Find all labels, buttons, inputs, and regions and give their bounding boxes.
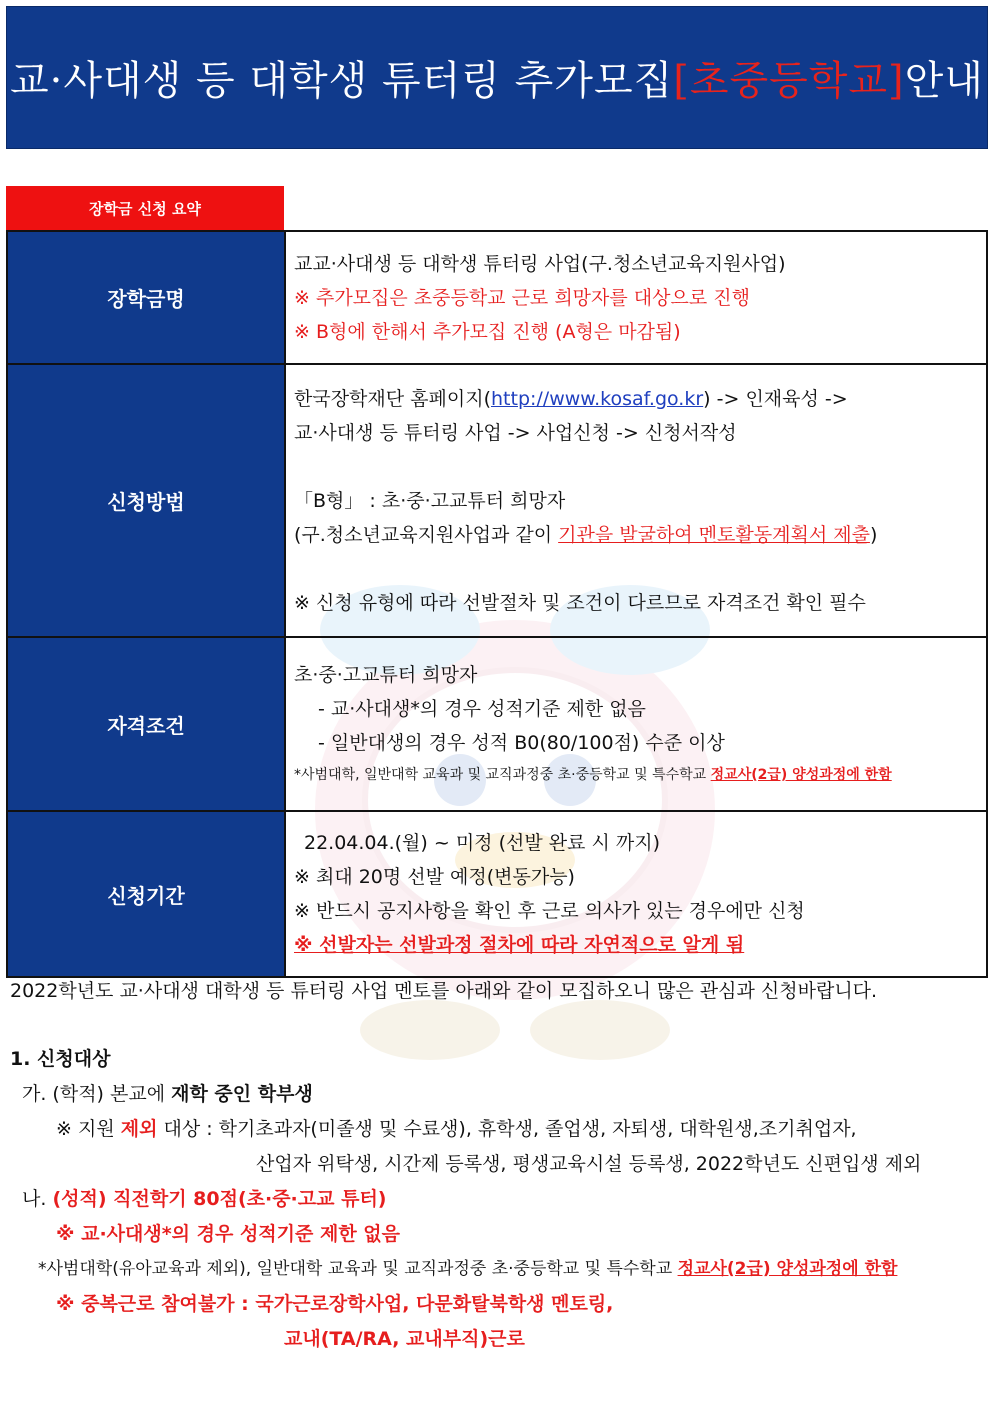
row-label-period: 신청기간 [7,811,285,977]
period-line2: ※ 최대 20명 선발 예정(변동가능) [294,866,575,888]
exclusion-line1 [10,1112,990,1147]
kosaf-link[interactable]: http://www.kosaf.go.kr [491,387,704,410]
item-a-bold: 재학 중인 학부생 [171,1083,313,1105]
row-scholarship-name [7,231,987,364]
method-line4-highlight: 기관을 발굴하여 멘토활동계획서 제출 [558,523,870,546]
row-body-qualification [285,637,987,811]
method-line4-text: (구.청소년교육지원사업과 같이 [294,523,559,546]
qual-line3: - 일반대생의 경우 성적 B0(80/100점) 수준 이상 [318,732,725,754]
item-b [10,1182,990,1217]
row-label-method: 신청방법 [7,364,285,637]
qual-line1: 초·중·고교튜터 희망자 [294,664,478,686]
item-b-small [10,1252,990,1287]
item-b-text: 나. [22,1188,53,1210]
row-label-name: 장학금명 [7,231,285,364]
spacer [294,552,980,586]
row-body-name [285,231,987,364]
method-line4 [294,518,980,552]
method-line4-post: ) [869,523,878,546]
row-period [7,811,987,977]
item-a-text: 가. (학적) 본교에 [22,1083,172,1105]
exclusion-highlight: 제외 [120,1118,158,1140]
item-b-note: ※ 교·사대생*의 경우 성적기준 제한 없음 [56,1223,401,1245]
duplicate-line2: 교내(TA/RA, 교내부직)근로 [284,1328,525,1350]
item-b-small-highlight: 정교사(2급) 양성과정에 한함 [677,1259,898,1279]
method-line3: 「B형」 : 초·중·고교튜터 희망자 [294,489,566,512]
name-line1: 교교·사대생 등 대학생 튜터링 사업(구.청소년교육지원사업) [294,252,786,275]
duplicate-line1: ※ 중복근로 참여불가 : 국가근로장학사업, 다문화탈북학생 멘토링, [56,1293,614,1315]
period-line3: ※ 반드시 공지사항을 확인 후 근로 의사가 있는 경우에만 신청 [294,900,805,922]
qual-note-text: *사범대학, 일반대학 교육과 및 교직과정중 초·중등학교 및 특수학교 [294,767,711,783]
row-qualification [7,637,987,811]
method-line2: 교·사대생 등 튜터링 사업 -> 사업신청 -> 신청서작성 [294,421,737,444]
name-line3: ※ B형에 한해서 추가모집 진행 (A형은 마감됨) [294,320,681,343]
row-body-method [285,364,987,637]
method-line1 [294,382,980,416]
section-eligibility [10,1042,990,1357]
method-line1-text: 한국장학재단 홈페이지( [294,387,491,410]
row-method [7,364,987,637]
period-line4: ※ 선발자는 선발과정 절차에 따라 자연적으로 알게 됨 [294,934,745,956]
row-body-period [285,811,987,977]
spacer [294,450,980,484]
qual-note [294,760,980,790]
summary-tab: 장학금 신청 요약 [6,186,284,230]
title-prefix: 교·사대생 등 대학생 튜터링 추가모집 [10,58,674,104]
row-label-qualification: 자격조건 [7,637,285,811]
period-line1: 22.04.04.(월) ~ 미정 (선발 완료 시 까지) [304,832,660,854]
qual-line2: - 교·사대생*의 경우 성적기준 제한 없음 [318,698,646,720]
summary-table [6,230,988,978]
method-line5: ※ 신청 유형에 따라 선발절차 및 조건이 다르므로 자격조건 확인 필수 [294,591,866,614]
method-line1-post: ) -> 인재육성 -> [703,387,848,410]
name-line2: ※ 추가모집은 초중등학교 근로 희망자를 대상으로 진행 [294,286,750,309]
page-title [6,6,988,149]
exclusion-pre: ※ 지원 [56,1118,121,1140]
title-suffix: 안내 [904,58,984,104]
section-heading: 1. 신청대상 [10,1048,111,1070]
title-highlight: [초중등학교] [673,58,905,104]
item-b-small-text: *사범대학(유아교육과 제외), 일반대학 교육과 및 교직과정중 초·중등학교 및 특수학교 [38,1259,678,1279]
item-a [10,1077,990,1112]
intro-text: 2022학년도 교·사대생 대학생 등 튜터링 사업 멘토를 아래와 같이 모집하오니 많은 관심과 신청바랍니다. [10,980,878,1002]
item-b-highlight: (성적) 직전학기 80점(초·중·고교 튜터) [52,1188,387,1210]
exclusion-line2: 산업자 위탁생, 시간제 등록생, 평생교육시설 등록생, 2022학년도 신편입생 제외 [256,1153,922,1175]
exclusion-post: 대상 : 학기초과자(미졸생 및 수료생), 휴학생, 졸업생, 자퇴생, 대학원생,조기취업자, [157,1118,857,1140]
qual-note-highlight: 정교사(2급) 양성과정에 한함 [710,767,892,783]
